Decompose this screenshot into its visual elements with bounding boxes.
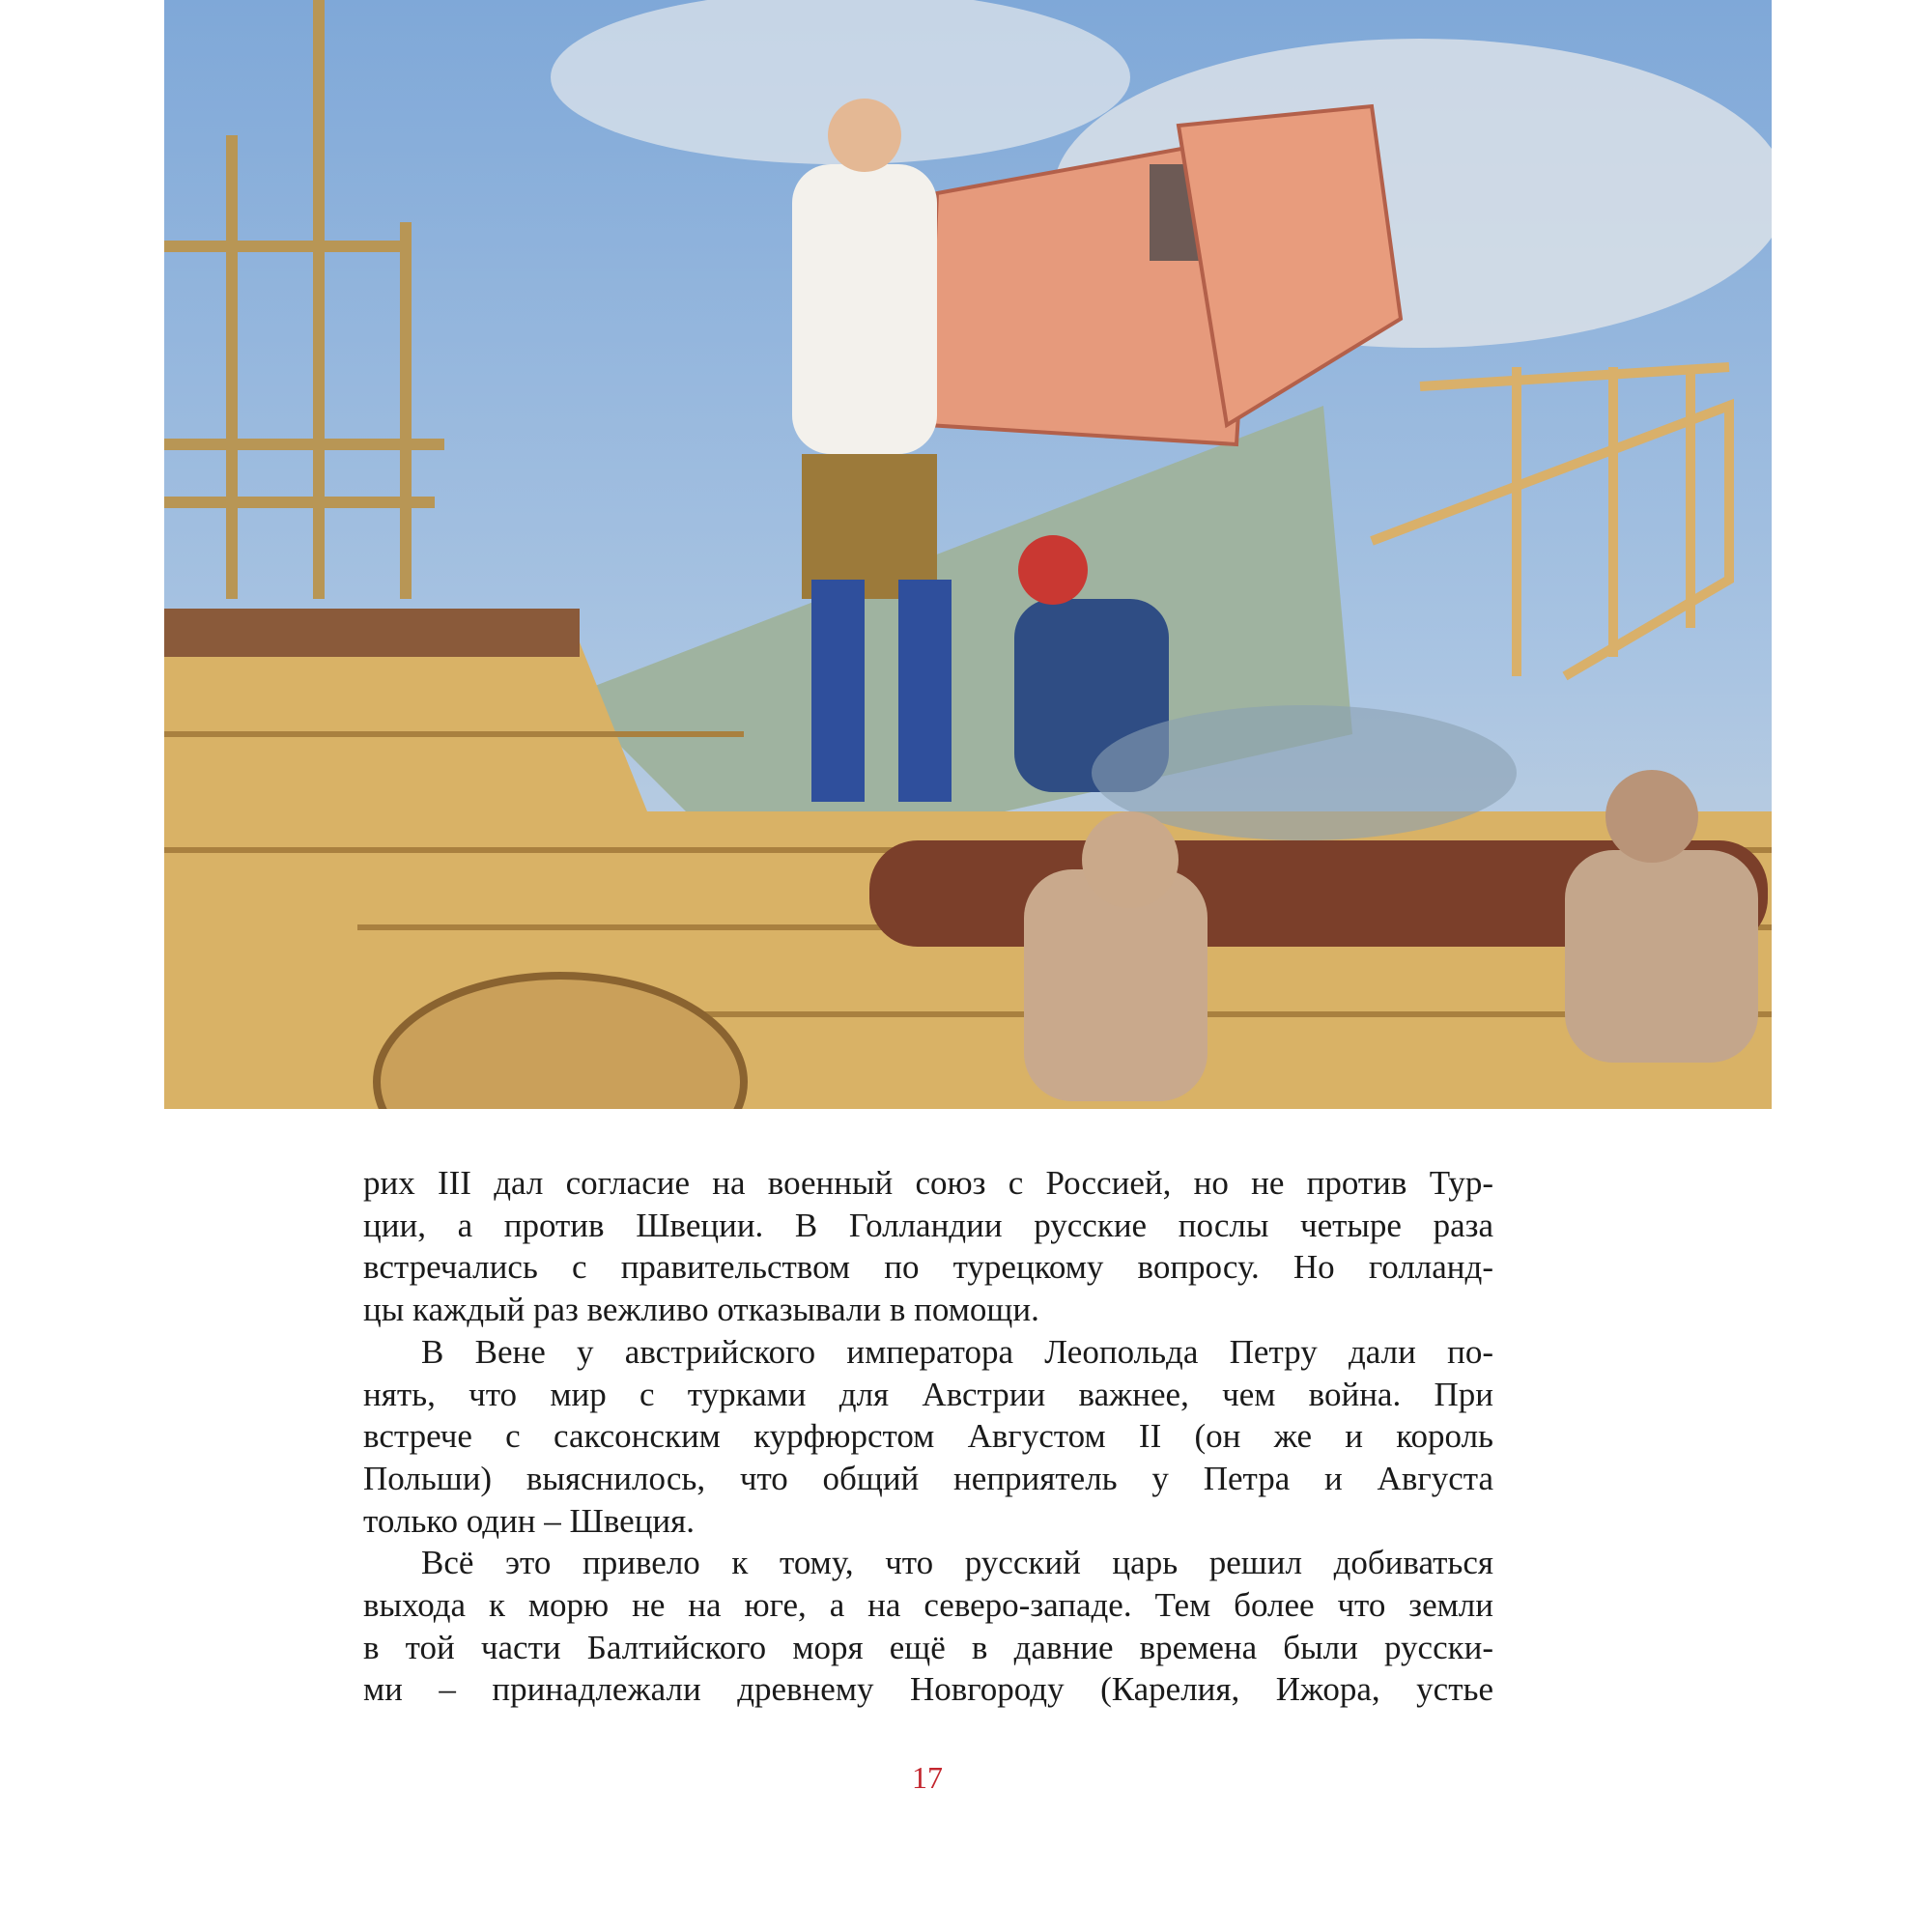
text-line: ми – принадлежали древнему Новгороду (Карелия, Ижора, устье — [363, 1670, 1493, 1709]
shipyard-illustration — [164, 0, 1772, 1109]
text-line: ции, а против Швеции. В Голландии русские послы четыре раза — [363, 1206, 1493, 1244]
page-number: 17 — [912, 1760, 943, 1795]
paragraph — [363, 1331, 1493, 1543]
paragraph — [363, 1162, 1493, 1331]
text-line: В Вене у австрийского императора Леопольда Петру дали по- — [421, 1332, 1493, 1371]
text-line: в той части Балтийского моря ещё в давние времена были русски- — [363, 1628, 1493, 1666]
text-line: Всё это привело к тому, что русский царь решил добиваться — [421, 1544, 1493, 1582]
text-line: выхода к морю не на юге, а на северо-западе. Тем более что земли — [363, 1586, 1493, 1625]
shipyard-painting — [164, 0, 1772, 1109]
text-line: встречались с правительством по турецкому вопросу. Но голланд- — [363, 1248, 1493, 1287]
paragraph — [363, 1542, 1493, 1711]
text-line: встрече с саксонским курфюрстом Августом II (он же и король — [363, 1417, 1493, 1456]
text-line: Польши) выяснилось, что общий неприятель у Петра и Августа — [363, 1459, 1493, 1497]
text-line: только один – Швеция. — [363, 1501, 696, 1540]
text-line: цы каждый раз вежливо отказывали в помощи. — [363, 1291, 1039, 1329]
text-line: нять, что мир с турками для Австрии важнее, чем война. При — [363, 1375, 1493, 1413]
body-text — [363, 1162, 1493, 1711]
text-line: рих III дал согласие на военный союз с Россией, но не против Тур- — [363, 1164, 1493, 1202]
